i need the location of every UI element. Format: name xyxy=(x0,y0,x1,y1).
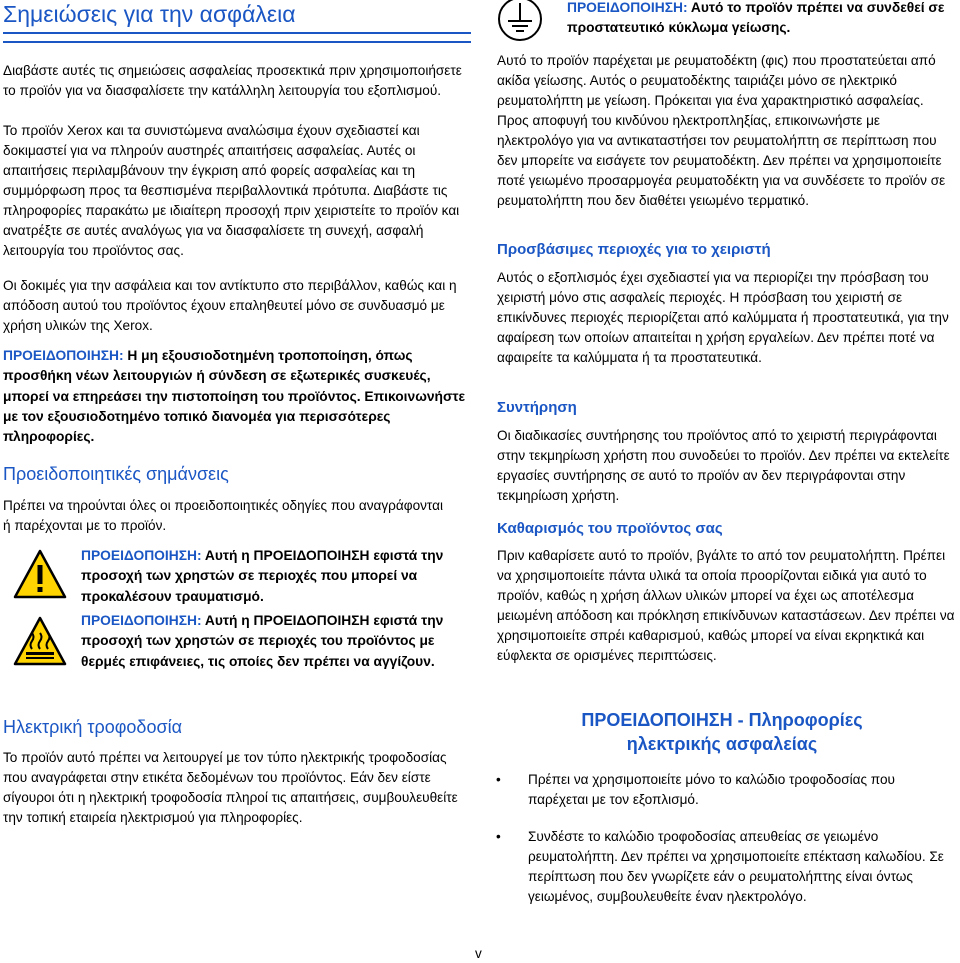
caution-general-row xyxy=(3,546,471,610)
heading-electric-power: Ηλεκτρική τροφοδοσία xyxy=(3,717,182,737)
heading-warning-signs: Προειδοποιητικές σημάνσεις xyxy=(3,464,229,484)
hot-surface-icon xyxy=(13,615,67,667)
list-item xyxy=(496,827,954,907)
intro-paragraph-3: Οι δοκιμές για την ασφάλεια και τον αντίκτυπο στο περιβάλλον, καθώς και η απόδοση αυτού του προϊόντος έχουν επαληθευτεί μόνο σε συνδυασμό με χρήση υλικών της Xerox. xyxy=(3,278,457,333)
warning-label: ΠΡΟΕΙΔΟΠΟΙΗΣΗ: xyxy=(3,348,124,363)
electrical-safety-list xyxy=(496,770,954,907)
heading-electrical-safety-line2: ηλεκτρικής ασφαλείας xyxy=(626,734,818,754)
list-item-text: Πρέπει να χρησιμοποιείτε μόνο το καλώδιο τροφοδοσίας που παρέχεται με τον εξοπλισμό. xyxy=(528,772,895,807)
caution-hot-row xyxy=(3,611,471,691)
heading-electrical-safety-line1: ΠΡΟΕΙΔΟΠΟΙΗΣΗ - Πληροφορίες xyxy=(581,710,863,730)
caution-hot-label: ΠΡΟΕΙΔΟΠΟΙΗΣΗ: xyxy=(81,613,202,628)
ground-body-text: Αυτό το προϊόν παρέχεται με ρευματοδέκτη (φις) που προστατεύεται από ακίδα γείωσης. Αυτός ο ρευματοδέκτης ταιριάζει μόνο σε ηλεκτρικό ρευματολήπτη με γείωση. Πρόκειται για ένα χαρακτηριστικό ασφαλείας. Προς αποφυγή του κινδύνου ηλεκτροπληξίας, επικοινωνήστε με ηλεκτρολόγο για να αντικαταστήσει τον ρευματολήπτη σε περίπτωση που δεν μπορείτε να εισάγετε τον ρευματοδέκτη. Δεν πρέπει να χρησιμοποιείτε ποτέ γειωμένο προσαρμογέα ρευματοδέκτη για να συνδέσετε το προϊόν σε ρευματολήπτη που δεν διαθέτει γειωμένο τερματικό. xyxy=(497,53,946,208)
page-title: Σημειώσεις για την ασφάλεια xyxy=(3,1,296,27)
warning-signs-text: Πρέπει να τηρούνται όλες οι προειδοποιητικές οδηγίες που αναγράφονται ή παρέχονται με το προϊόν. xyxy=(3,498,443,533)
list-item xyxy=(496,770,954,810)
ground-symbol-icon xyxy=(495,0,545,44)
list-item-text: Συνδέστε το καλώδιο τροφοδοσίας απευθείας σε γειωμένο ρευματολήπτη. Δεν πρέπει να χρησιμοποιείτε επέκταση καλωδίου. Σε περίπτωση που δεν γνωρίζετε εάν ο ρευματολήπτης είναι όντως γειωμένος, συμβουλευθείτε έναν ηλεκτρολόγο. xyxy=(528,829,944,904)
ground-warning-body: Αυτό το προϊόν πρέπει να συνδεθεί σε προστατευτικό κύκλωμα γείωσης. xyxy=(567,0,945,36)
caution-general-body: Αυτή η ΠΡΟΕΙΔΟΠΟΙΗΣΗ εφιστά την προσοχή των χρηστών σε περιοχές που μπορεί να προκαλέσουν τραυματισμό. xyxy=(81,548,444,604)
cleaning-text: Πριν καθαρίσετε αυτό το προϊόν, βγάλτε το από τον ρευματολήπτη. Πρέπει να χρησιμοποιείτε πάντα υλικά τα οποία προορίζονται ειδικά για αυτό το προϊόν, καθώς η χρήση άλλων υλικών μπορεί να έχει ως αποτέλεσμα μειωμένη απόδοση και πρόκληση επικίνδυνων καταστάσεων. Δεν πρέπει να χρησιμοποιείτε σπρέι καθαρισμού, καθώς μπορεί να είναι εκρηκτικά και εύφλεκτα σε ορισμένες περιπτώσεις. xyxy=(497,548,955,663)
maintenance-text: Οι διαδικασίες συντήρησης του προϊόντος από το χειριστή περιγράφονται στην τεκμηρίωση χρήστη που συνοδεύει το προϊόν. Δεν πρέπει να εκτελείτε εργασίες συντήρησης σε αυτό το προϊόν αν δεν περιγράφονται στην τεκμηρίωση χρήστη. xyxy=(497,428,950,503)
ground-warning-row xyxy=(490,0,954,40)
electric-power-text: Το προϊόν αυτό πρέπει να λειτουργεί με τον τύπο ηλεκτρικής τροφοδοσίας που αναγράφεται στην ετικέτα δεδομένων του προϊόντος. Εάν δεν είστε σίγουροι ότι η ηλεκτρική τροφοδοσία πληροί τις απαιτήσεις, συμβουλευθείτε την τοπική εταιρεία ηλεκτρισμού για πληροφορίες. xyxy=(3,750,458,825)
caution-general-text xyxy=(81,546,469,607)
bullet-icon: • xyxy=(496,772,501,787)
operator-access-text: Αυτός ο εξοπλισμός έχει σχεδιαστεί για να περιορίζει την πρόσβαση του χειριστή μόνο στις ασφαλείς περιοχές. Η πρόσβαση του χειριστή σε επικίνδυνες περιοχές περιορίζεται από καλύμματα ή προστατευτικά, για την αφαίρεση των οποίων απαιτείται η χρήση εργαλείων. Δεν πρέπει ποτέ να αφαιρείτε τα καλύμματα ή τα προστατευτικά. xyxy=(497,270,949,365)
ground-warning-label: ΠΡΟΕΙΔΟΠΟΙΗΣΗ: xyxy=(567,0,688,15)
warning-triangle-icon xyxy=(13,548,67,600)
intro-paragraph-1: Διαβάστε αυτές τις σημειώσεις ασφαλείας προσεκτικά πριν χρησιμοποιήσετε το προϊόν για να διασφαλίσετε την κατάλληλη λειτουργία του εξοπλισμού. xyxy=(3,63,462,98)
bullet-icon: • xyxy=(496,829,501,844)
caution-hot-text xyxy=(81,611,469,672)
caution-hot-body: Αυτή η ΠΡΟΕΙΔΟΠΟΙΗΣΗ εφιστά την προσοχή των χρηστών σε περιοχές του προϊόντος με θερμές επιφάνειες, τις οποίες δεν πρέπει να αγγίζουν. xyxy=(81,613,444,669)
heading-electrical-safety xyxy=(490,708,954,756)
page-number: v xyxy=(475,946,482,961)
heading-maintenance: Συντήρηση xyxy=(497,399,577,416)
heading-cleaning: Καθαρισμός του προϊόντος σας xyxy=(497,520,723,537)
intro-paragraph-2: Το προϊόν Xerox και τα συνιστώμενα αναλώσιμα έχουν σχεδιαστεί και δοκιμαστεί για να πληρούν αυστηρές απαιτήσεις ασφαλείας. Αυτές οι απαιτήσεις περιλαμβάνουν την έγκριση από φορείς ασφαλείας και τη συμμόρφωση προς τα θεσπισμένα περιβαλλοντικά πρότυπα. Διαβάστε τις πληροφορίες παρακάτω με ιδιαίτερη προσοχή πριν χειριστείτε το προϊόν και ανατρέξτε σε αυτές αναλόγως για να διασφαλίσετε τη συνεχή, ασφαλή λειτουργία του προϊόντος σας. xyxy=(3,123,460,258)
page-title-block xyxy=(3,0,471,43)
warning-text: Η μη εξουσιοδοτημένη τροποποίηση, όπως προσθήκη νέων λειτουργιών ή σύνδεση σε εξωτερικές συσκευές, μπορεί να επηρεάσει την πιστοποίηση του προϊόντος. Επικοινωνήστε με τον εξουσιοδοτημένο τοπικό διανομέα για περισσότερες πληροφορίες. xyxy=(3,348,466,445)
heading-operator-access: Προσβάσιμες περιοχές για το χειριστή xyxy=(497,241,771,258)
modification-warning xyxy=(3,346,468,447)
title-double-rule xyxy=(3,32,471,43)
ground-warning-text xyxy=(567,0,953,39)
caution-general-label: ΠΡΟΕΙΔΟΠΟΙΗΣΗ: xyxy=(81,548,202,563)
